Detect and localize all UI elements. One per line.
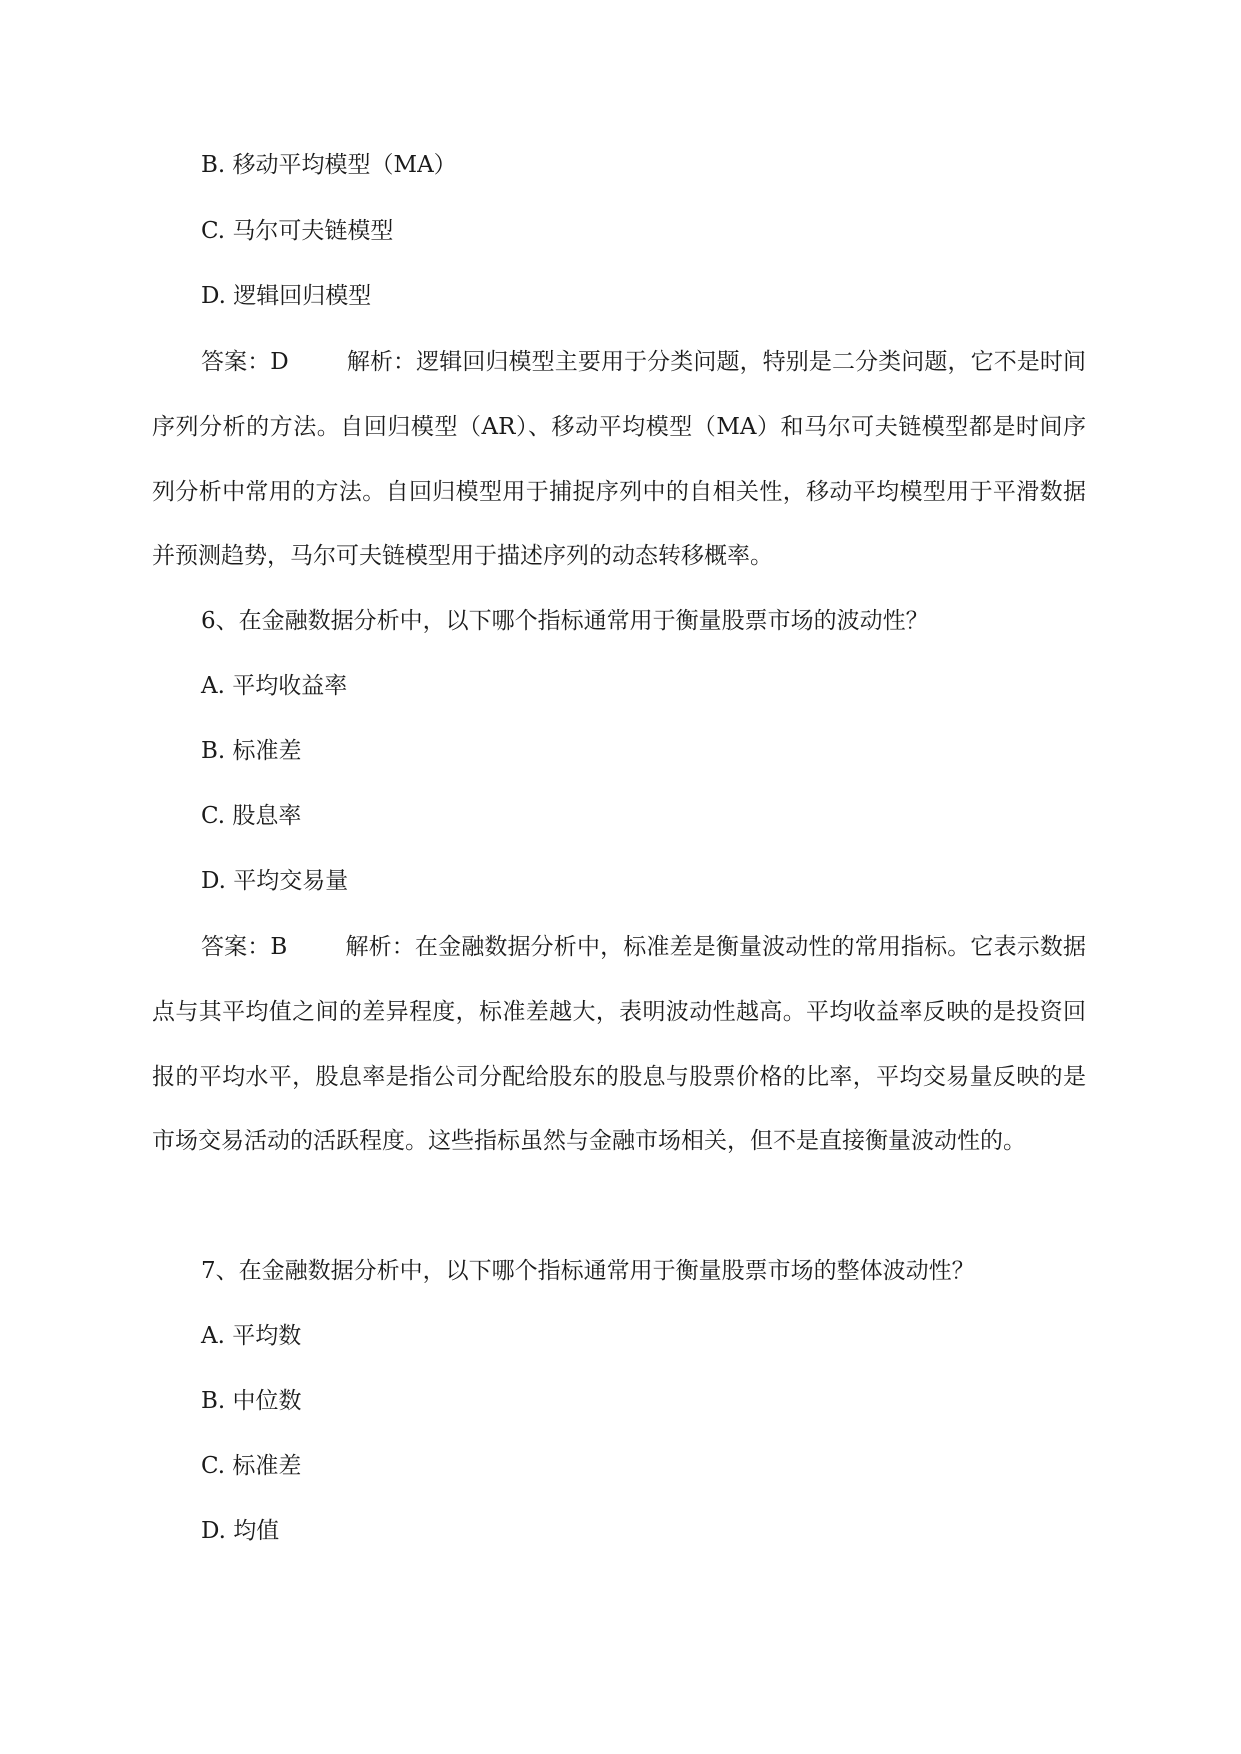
q6-stem: 6、在金融数据分析中，以下哪个指标通常用于衡量股票市场的波动性？ (201, 608, 929, 634)
q6-option-c: C. 股息率 (201, 803, 302, 829)
q6-option-d: D. 平均交易量 (201, 868, 349, 894)
q6-option-a: A. 平均收益率 (201, 673, 348, 699)
q7-option-a: A. 平均数 (201, 1323, 302, 1349)
q6-explanation: 解析：在金融数据分析中，标准差是衡量波动性的常用指标。它表示数据点与其平均值之间的差异程度，标准差越大，表明波动性越高。平均收益率反映的是投资回报的平均水平，股息率是指公司分配给股东的股息与股票价格的比率，平均交易量反映的是市场交易活动的活跃程度。这些指标虽然与金融市场相关，但不是直接衡量波动性的。 (152, 934, 1087, 1155)
q6-answer-label: 答案：B (201, 934, 288, 960)
q5-option-b: B. 移动平均模型（MA） (201, 152, 457, 178)
q5-option-c: C. 马尔可夫链模型 (201, 218, 394, 244)
q6-option-b: B. 标准差 (201, 738, 302, 764)
q5-explanation: 解析：逻辑回归模型主要用于分类问题，特别是二分类问题，它不是时间序列分析的方法。自回归模型（AR）、移动平均模型（MA）和马尔可夫链模型都是时间序列分析中常用的方法。自回归模型用于捕捉序列中的自相关性，移动平均模型用于平滑数据并预测趋势，马尔可夫链模型用于描述序列的动态转移概率。 (152, 349, 1086, 570)
q7-option-c: C. 标准差 (201, 1453, 302, 1479)
q7-option-b: B. 中位数 (201, 1388, 302, 1414)
q5-answer-paragraph (152, 330, 1086, 589)
q5-answer-label: 答案：D (201, 349, 289, 375)
q7-option-d: D. 均值 (201, 1518, 280, 1544)
q6-answer-paragraph (152, 915, 1086, 1174)
q5-option-d: D. 逻辑回归模型 (201, 283, 372, 309)
q7-stem: 7、在金融数据分析中，以下哪个指标通常用于衡量股票市场的整体波动性？ (201, 1258, 975, 1284)
